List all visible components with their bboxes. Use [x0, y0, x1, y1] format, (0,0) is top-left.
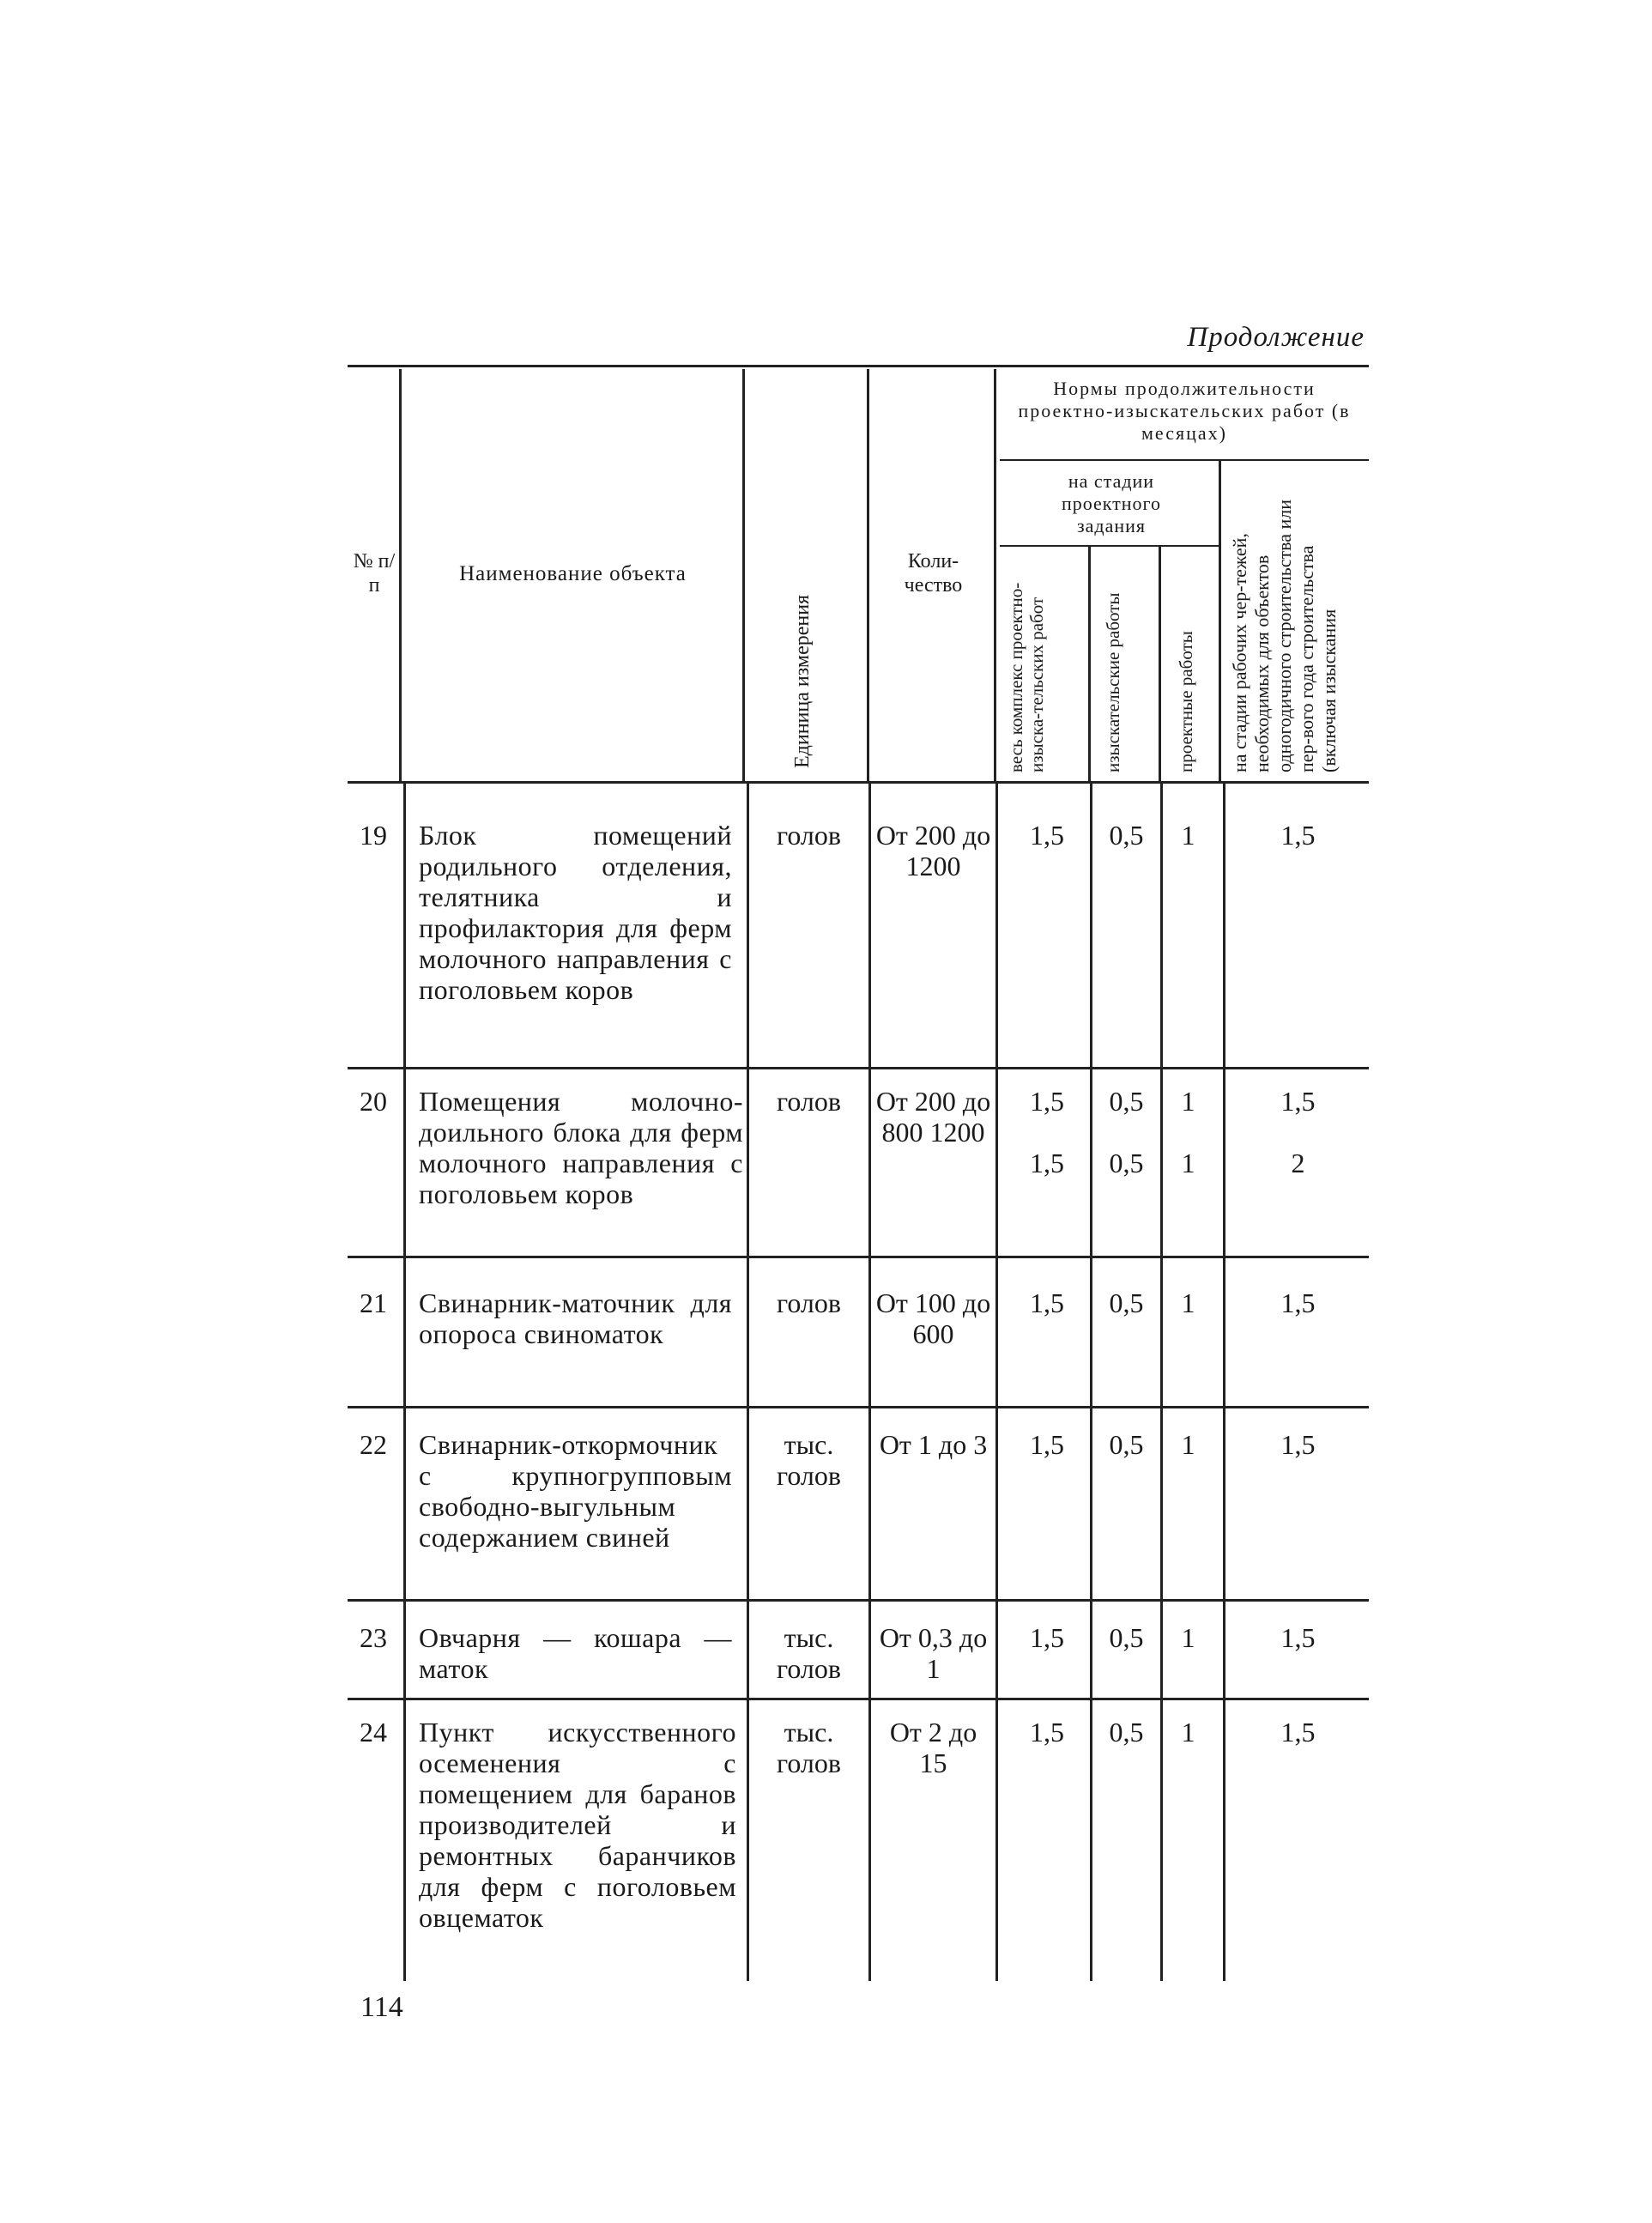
- row-working-second: 2: [1291, 1148, 1305, 1178]
- row-design: 1: [1181, 1717, 1195, 1748]
- row-number: 21: [360, 1287, 387, 1318]
- row-design: 1: [1181, 820, 1195, 851]
- row-number: 24: [360, 1717, 387, 1748]
- row-full: 1,5: [1030, 1717, 1064, 1748]
- row-name: Свинарник-маточник для опороса свиноматок: [419, 1287, 732, 1349]
- vline: [1159, 547, 1161, 781]
- row-number: 22: [360, 1429, 387, 1460]
- header-no: № п/п: [353, 550, 396, 597]
- header-stage-project: на стадии проектного задания: [1061, 470, 1162, 536]
- row-working: 1,5: [1280, 1086, 1316, 1117]
- table-top-rule: [348, 365, 1369, 367]
- vline: [399, 369, 402, 781]
- row-number: 20: [360, 1086, 387, 1117]
- row-qty: От 200 до 1200: [875, 820, 991, 881]
- header-design: проектные работы: [1176, 631, 1196, 772]
- vline: [995, 784, 998, 1981]
- vline: [994, 369, 996, 781]
- row-qty: От 100 до 600: [875, 1287, 991, 1349]
- row-qty: От 200 до 800 1200: [875, 1086, 991, 1148]
- header-name: Наименование объекта: [459, 562, 687, 585]
- page-number: 114: [360, 1991, 403, 2023]
- row-unit: тыс. голов: [777, 1622, 841, 1684]
- row-qty: От 1 до 3: [879, 1429, 988, 1460]
- row-name: Блок помещений родильного отделения, телятника и профилактория для ферм молочного направления с поголовьем коров: [419, 820, 732, 1005]
- row-design: 1: [1181, 1429, 1195, 1460]
- row-working: 1,5: [1280, 1717, 1316, 1748]
- row-number: 23: [360, 1622, 387, 1653]
- row-unit: тыс. голов: [777, 1717, 841, 1778]
- header-bottom-rule: [348, 781, 1369, 784]
- row-unit: тыс. голов: [777, 1429, 841, 1491]
- row-rule-22: [348, 1406, 1369, 1408]
- row-survey: 0,5: [1109, 1429, 1144, 1460]
- row-design: 1: [1181, 1086, 1195, 1117]
- row-unit: голов: [777, 820, 841, 851]
- row-full: 1,5: [1030, 1622, 1064, 1653]
- row-design-second: 1: [1181, 1148, 1195, 1178]
- vline: [1223, 784, 1225, 1981]
- row-working: 1,5: [1280, 820, 1316, 851]
- row-full: 1,5: [1030, 1287, 1064, 1318]
- row-name: Овчарня — кошара — маток: [419, 1622, 732, 1684]
- row-full-second: 1,5: [1030, 1148, 1064, 1178]
- row-full: 1,5: [1030, 820, 1064, 851]
- row-rule-23: [348, 1599, 1369, 1602]
- header-norms: Нормы продолжительности проектно-изыскательских работ (в месяцах): [1018, 378, 1351, 444]
- vline: [1088, 547, 1091, 781]
- header-unit: Единица измерения: [791, 594, 814, 768]
- vline: [403, 784, 406, 1981]
- header-qty: Коли-чество: [904, 550, 963, 597]
- header-survey: изыскательские работы: [1103, 592, 1123, 772]
- stage-divider: [1000, 545, 1219, 547]
- row-working: 1,5: [1280, 1287, 1316, 1318]
- vline: [1219, 461, 1221, 781]
- row-survey: 0,5: [1109, 1717, 1144, 1748]
- row-working: 1,5: [1280, 1622, 1316, 1653]
- vline: [867, 369, 869, 781]
- row-survey: 0,5: [1109, 1086, 1144, 1117]
- row-qty: От 0,3 до 1: [879, 1622, 988, 1684]
- vline: [868, 784, 871, 1981]
- row-rule-24: [348, 1698, 1369, 1700]
- vline: [742, 369, 745, 781]
- row-full: 1,5: [1030, 1429, 1064, 1460]
- header-full-complex: весь комплекс проектно-изыска-тельских работ: [1006, 582, 1047, 772]
- row-name: Пункт искусственного осеменения с помещением для баранов производителей и ремонтных баранчиков для ферм с поголовьем овцематок: [419, 1717, 736, 1933]
- vline: [747, 784, 749, 1981]
- row-survey: 0,5: [1109, 820, 1144, 851]
- header-working-drawings: на стадии рабочих чер-тежей, необходимых для объектов одногодичного строительства или пер-вого года строительства (включая изыскания: [1229, 499, 1340, 772]
- row-name: Свинарник-откормочник с крупногрупповым свободно-выгульным содержанием свиней: [419, 1429, 732, 1553]
- row-working: 1,5: [1280, 1429, 1316, 1460]
- row-design: 1: [1181, 1622, 1195, 1653]
- row-rule-21: [348, 1256, 1369, 1258]
- row-survey: 0,5: [1109, 1622, 1144, 1653]
- continuation-label: Продолжение: [1187, 322, 1365, 353]
- row-full: 1,5: [1030, 1086, 1064, 1117]
- vline: [1160, 784, 1163, 1981]
- norms-divider: [1000, 459, 1369, 461]
- row-number: 19: [360, 820, 387, 851]
- row-unit: голов: [777, 1086, 841, 1117]
- row-survey: 0,5: [1109, 1287, 1144, 1318]
- row-design: 1: [1181, 1287, 1195, 1318]
- row-qty: От 2 до 15: [889, 1717, 977, 1778]
- row-survey-second: 0,5: [1109, 1148, 1144, 1178]
- row-unit: голов: [777, 1287, 841, 1318]
- row-name: Помещения молочно-доильного блока для ферм молочного направления с поголовьем коров: [419, 1086, 743, 1209]
- row-rule-20: [348, 1067, 1369, 1069]
- vline: [1090, 784, 1092, 1981]
